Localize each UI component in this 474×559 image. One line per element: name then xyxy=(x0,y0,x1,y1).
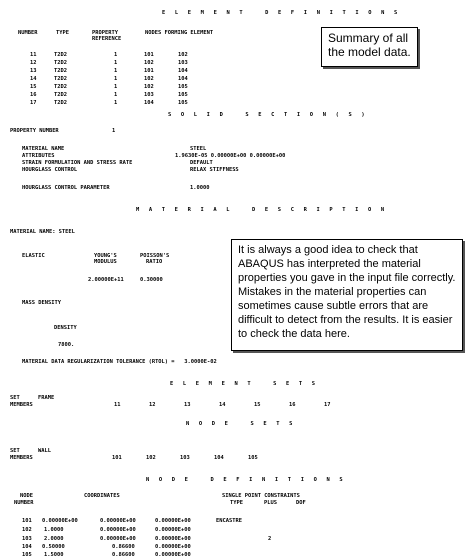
set-member: 102 xyxy=(146,455,156,461)
poisson-header-2: RATIO xyxy=(146,259,163,265)
property-number-label: PROPERTY NUMBER xyxy=(10,128,59,134)
youngs-modulus-value: 2.00000E+11 xyxy=(88,277,124,283)
element-property: 1 xyxy=(114,52,118,58)
node-coord-x: 0.00000E+00 xyxy=(42,518,78,524)
density-value: 7800. xyxy=(58,342,75,348)
material-description-heading: M A T E R I A L D E S C R I P T I O N xyxy=(136,207,388,213)
strain-formulation-value: DEFAULT xyxy=(190,160,213,166)
node-number: 102 xyxy=(22,527,32,533)
element-number: 16 xyxy=(30,92,37,98)
element-number: 14 xyxy=(30,76,37,82)
col-coordinates-header: COORDINATES xyxy=(84,493,120,499)
summary-callout: Summary of all the model data. xyxy=(321,27,418,67)
element-node: 104 xyxy=(144,100,154,106)
col-spc-header: SINGLE POINT CONSTRAINTS xyxy=(222,493,300,499)
hourglass-parameter-value: 1.0000 xyxy=(190,185,210,191)
set-member: 13 xyxy=(184,402,191,408)
node-coord-z: 0.00000E+00 xyxy=(155,552,191,558)
element-sets-heading: E L E M E N T S E T S xyxy=(170,381,319,387)
node-constraint-type: ENCASTRE xyxy=(216,518,242,524)
element-type: T2D2 xyxy=(54,92,67,98)
node-dof: 2 xyxy=(268,536,272,542)
element-node: 101 xyxy=(144,68,154,74)
solid-section-heading: S O L I D S E C T I O N ( S ) xyxy=(168,112,368,118)
element-property: 1 xyxy=(114,68,118,74)
node-coord-y: 0.00000E+00 xyxy=(100,536,136,542)
set-member: 103 xyxy=(180,455,190,461)
youngs-header-1: YOUNG'S xyxy=(94,253,117,259)
hourglass-control-value: RELAX STIFFNESS xyxy=(190,167,239,173)
node-coord-x: 0.50000 xyxy=(42,544,65,550)
set-label: SET xyxy=(10,448,20,454)
col-property-header: PROPERTY xyxy=(92,30,118,36)
element-node: 101 xyxy=(144,52,154,58)
set-member: 17 xyxy=(324,402,331,408)
node-coord-z: 0.00000E+00 xyxy=(155,527,191,533)
set-name: FRAME xyxy=(38,395,55,401)
element-node: 104 xyxy=(178,76,188,82)
set-member: 14 xyxy=(219,402,226,408)
attributes-label: ATTRIBUTES xyxy=(22,153,55,159)
node-sets-heading: N O D E S E T S xyxy=(186,421,296,427)
element-number: 17 xyxy=(30,100,37,106)
members-label: MEMBERS xyxy=(10,402,33,408)
strain-formulation-label: STRAIN FORMULATION AND STRESS RATE xyxy=(22,160,133,166)
element-node: 102 xyxy=(144,84,154,90)
node-number: 104 xyxy=(22,544,32,550)
youngs-header-2: MODULUS xyxy=(94,259,117,265)
element-type: T2D2 xyxy=(54,76,67,82)
material-name-label: MATERIAL NAME xyxy=(22,146,65,152)
element-property: 1 xyxy=(114,84,118,90)
element-type: T2D2 xyxy=(54,68,67,74)
set-member: 104 xyxy=(214,455,224,461)
property-number-value: 1 xyxy=(112,128,116,134)
element-node: 105 xyxy=(178,100,188,106)
poisson-header-1: POISSON'S xyxy=(140,253,170,259)
col-node-header: NODE xyxy=(20,493,33,499)
element-number: 11 xyxy=(30,52,37,58)
node-coord-z: 0.00000E+00 xyxy=(155,518,191,524)
node-coord-y: 0.86600 xyxy=(112,544,135,550)
element-node: 102 xyxy=(144,60,154,66)
element-type: T2D2 xyxy=(54,100,67,106)
hourglass-parameter-label: HOURGLASS CONTROL PARAMETER xyxy=(22,185,110,191)
element-node: 102 xyxy=(144,76,154,82)
node-coord-z: 0.00000E+00 xyxy=(155,544,191,550)
element-node: 103 xyxy=(144,92,154,98)
element-property: 1 xyxy=(114,92,118,98)
node-coord-x: 1.5000 xyxy=(44,552,64,558)
set-member: 16 xyxy=(289,402,296,408)
element-type: T2D2 xyxy=(54,52,67,58)
node-coord-x: 2.0000 xyxy=(44,536,64,542)
col-type-header: TYPE xyxy=(56,30,69,36)
node-coord-z: 0.00000E+00 xyxy=(155,536,191,542)
material-name-value: STEEL xyxy=(190,146,207,152)
members-label: MEMBERS xyxy=(10,455,33,461)
set-member: 101 xyxy=(112,455,122,461)
hourglass-control-label: HOURGLASS CONTROL xyxy=(22,167,78,173)
element-property: 1 xyxy=(114,60,118,66)
element-node: 102 xyxy=(178,52,188,58)
node-coord-y: 0.00000E+00 xyxy=(100,527,136,533)
element-property: 1 xyxy=(114,76,118,82)
attributes-value: 1.9630E-05 0.00000E+00 0.00000E+00 xyxy=(175,153,286,159)
mass-density-label: MASS DENSITY xyxy=(22,300,61,306)
node-number: 105 xyxy=(22,552,32,558)
poisson-ratio-value: 0.30000 xyxy=(140,277,163,283)
element-node: 105 xyxy=(178,92,188,98)
node-definitions-heading: N O D E D E F I N I T I O N S xyxy=(146,477,346,483)
node-coord-y: 0.86600 xyxy=(112,552,135,558)
node-number: 101 xyxy=(22,518,32,524)
set-name: WALL xyxy=(38,448,51,454)
material-name-line: MATERIAL NAME: STEEL xyxy=(10,229,75,235)
col-node-number-header: NUMBER xyxy=(14,500,34,506)
node-number: 103 xyxy=(22,536,32,542)
element-node: 103 xyxy=(178,60,188,66)
set-member: 12 xyxy=(149,402,156,408)
node-coord-x: 1.0000 xyxy=(44,527,64,533)
density-label: DENSITY xyxy=(54,325,77,331)
set-member: 15 xyxy=(254,402,261,408)
element-number: 15 xyxy=(30,84,37,90)
element-type: T2D2 xyxy=(54,84,67,90)
element-definitions-heading: E L E M E N T D E F I N I T I O N S xyxy=(162,10,401,16)
element-number: 13 xyxy=(30,68,37,74)
elastic-label: ELASTIC xyxy=(22,253,45,259)
set-member: 105 xyxy=(248,455,258,461)
regularization-tolerance: MATERIAL DATA REGULARIZATION TOLERANCE (RTOL) = 3.0000E-02 xyxy=(22,359,217,365)
col-dof-header: DOF xyxy=(296,500,306,506)
set-member: 11 xyxy=(114,402,121,408)
material-check-callout: It is always a good idea to check that ABAQUS has interpreted the material properties you gave in the input file correctly. Mistakes in the material properties can sometimes cause subtle errors that are difficult to detect from the results. It is easier to check the data here. xyxy=(231,239,463,351)
node-coord-y: 0.00000E+00 xyxy=(100,518,136,524)
col-number-header: NUMBER xyxy=(18,30,38,36)
element-type: T2D2 xyxy=(54,60,67,66)
col-nodes-header: NODES FORMING ELEMENT xyxy=(145,30,214,36)
col-plus-header: PLUS xyxy=(264,500,277,506)
element-property: 1 xyxy=(114,100,118,106)
set-label: SET xyxy=(10,395,20,401)
col-reference-header: REFERENCE xyxy=(92,36,122,42)
element-node: 104 xyxy=(178,68,188,74)
col-type-header: TYPE xyxy=(230,500,243,506)
element-node: 105 xyxy=(178,84,188,90)
element-number: 12 xyxy=(30,60,37,66)
